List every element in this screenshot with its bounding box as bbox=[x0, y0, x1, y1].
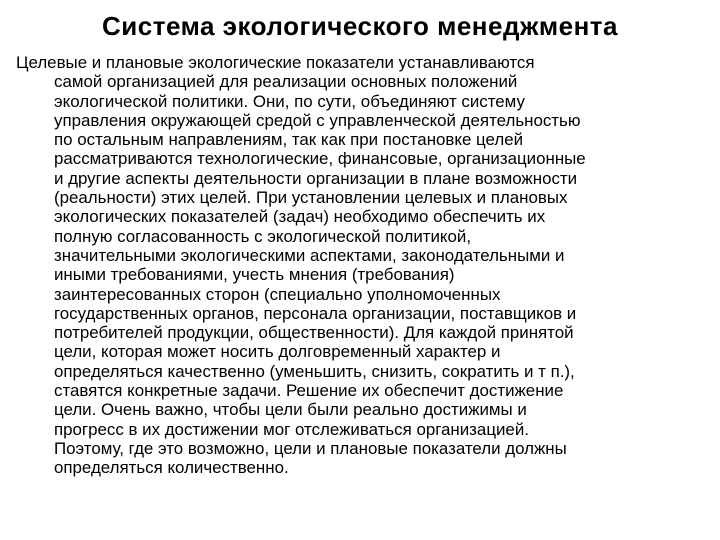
paragraph-line: Поэтому, где это возможно, цели и плановые показатели должны bbox=[54, 438, 567, 458]
paragraph-line: по остальным направлениям, так как при постановке целей bbox=[54, 130, 524, 150]
paragraph-line: определяться качественно (уменьшить, снизить, сократить и т п.), bbox=[54, 361, 575, 381]
paragraph-line: полную согласованность с экологической политикой, bbox=[54, 226, 472, 246]
paragraph-line: определяться количественно. bbox=[54, 458, 289, 478]
paragraph-line: цели. Очень важно, чтобы цели были реально достижимы и bbox=[54, 400, 527, 420]
paragraph-line: рассматриваются технологические, финансовые, организационные bbox=[54, 149, 586, 169]
paragraph-line: государственных органов, персонала организации, поставщиков и bbox=[54, 303, 577, 323]
paragraph-line: Целевые и плановые экологические показатели устанавливаются bbox=[16, 53, 535, 72]
body-paragraph bbox=[16, 53, 716, 478]
paragraph-line: управления окружающей средой с управленческой деятельностью bbox=[54, 110, 581, 130]
paragraph-line: заинтересованных сторон (специально уполномоченных bbox=[54, 284, 501, 304]
paragraph-line: потребителей продукции, общественности). Для каждой принятой bbox=[54, 323, 574, 343]
paragraph-line: экологических показателей (задач) необходимо обеспечить их bbox=[54, 207, 546, 227]
paragraph-line: значительными экологическими аспектами, законодательными и bbox=[54, 245, 565, 265]
paragraph-line: самой организацией для реализации основных положений bbox=[54, 72, 518, 92]
paragraph-line: экологической политики. Они, по сути, объединяют систему bbox=[54, 91, 525, 111]
paragraph-line: ставятся конкретные задачи. Решение их обеспечит достижение bbox=[54, 381, 564, 401]
slide-title: Система экологического менеджмента bbox=[102, 11, 618, 41]
paragraph-line: иными требованиями, учесть мнения (требования) bbox=[54, 265, 455, 285]
paragraph-line: цели, которая может носить долговременный характер и bbox=[54, 342, 501, 362]
paragraph-line: и другие аспекты деятельности организации в плане возможности bbox=[54, 168, 578, 188]
paragraph-line: (реальности) этих целей. При установлении целевых и плановых bbox=[54, 188, 568, 208]
paragraph-line: прогресс в их достижении мог отслеживаться организацией. bbox=[54, 419, 529, 439]
